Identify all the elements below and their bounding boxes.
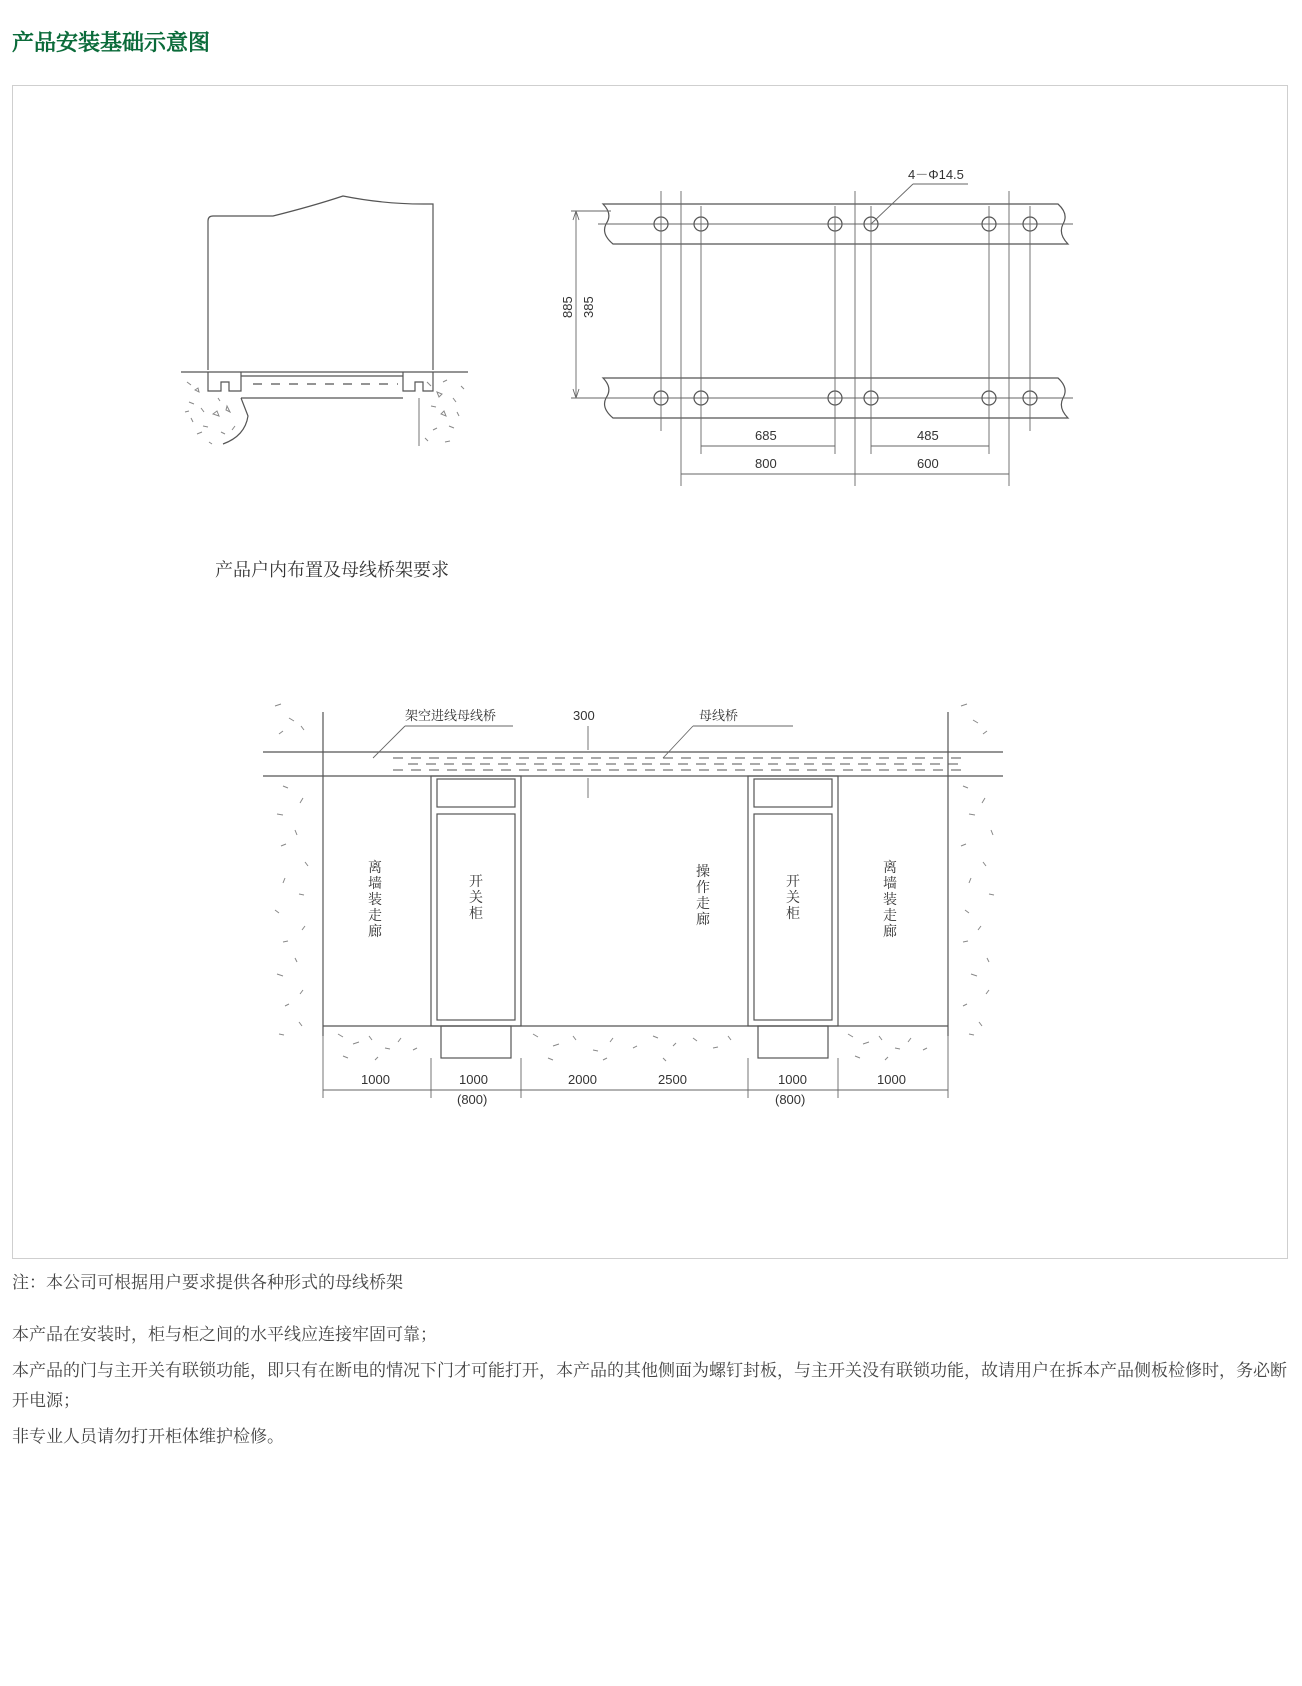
op-corridor-label: 操作走廊 (696, 863, 710, 927)
installation-diagram-frame (12, 85, 1288, 1259)
top-left-caption: 产品户内布置及母线桥架要求 (215, 560, 449, 580)
dim-800-b: (800) (457, 1092, 488, 1107)
dim-600: 600 (917, 456, 939, 471)
base-plan-drawing (560, 167, 1073, 486)
dim-1000-c: 1000 (778, 1072, 807, 1087)
dim-2000: 2000 (568, 1072, 597, 1087)
right-corridor-label: 离墙装走廊 (883, 859, 897, 939)
instructions (12, 1320, 1292, 1458)
dim-800: 800 (755, 456, 777, 471)
left-cabinet-label: 开关柜 (469, 873, 483, 921)
right-cabinet-label: 开关柜 (786, 873, 800, 921)
room-layout-drawing (263, 704, 1003, 1107)
dim-1000-d: 1000 (877, 1072, 906, 1087)
dim-385: 385 (581, 296, 596, 318)
left-corridor-label: 离墙装走廊 (368, 859, 382, 939)
instruction-paragraph: 本产品在安装时，柜与柜之间的水平线应连接牢固可靠； (12, 1325, 437, 1345)
cabinet-foundation-drawing (181, 196, 468, 580)
installation-diagram (13, 86, 1289, 1260)
label-overhead-busbar: 架空进线母线桥 (405, 708, 497, 723)
page-title: 产品安装基础示意图 (12, 31, 211, 56)
dim-1000-a: 1000 (361, 1072, 390, 1087)
dim-2500: 2500 (658, 1072, 687, 1087)
dim-685: 685 (755, 428, 777, 443)
dim-885: 885 (560, 296, 575, 318)
label-busbar: 母线桥 (699, 708, 739, 723)
label-300: 300 (573, 708, 595, 723)
holes-label: 4－Φ14.5 (908, 167, 964, 182)
diagram-note: 注：本公司可根据用户要求提供各种形式的母线桥架 (12, 1273, 403, 1293)
instruction-paragraph: 本产品的门与主开关有联锁功能，即只有在断电的情况下门才可能打开，本产品的其他侧面为螺钉封板，与主开关没有联锁功能，故请用户在拆本产品侧板检修时，务必断开电源； (12, 1361, 1287, 1411)
dim-800-c: (800) (775, 1092, 806, 1107)
dim-1000-b: 1000 (459, 1072, 488, 1087)
dim-485: 485 (917, 428, 939, 443)
instruction-paragraph: 非专业人员请勿打开柜体维护检修。 (12, 1427, 284, 1447)
